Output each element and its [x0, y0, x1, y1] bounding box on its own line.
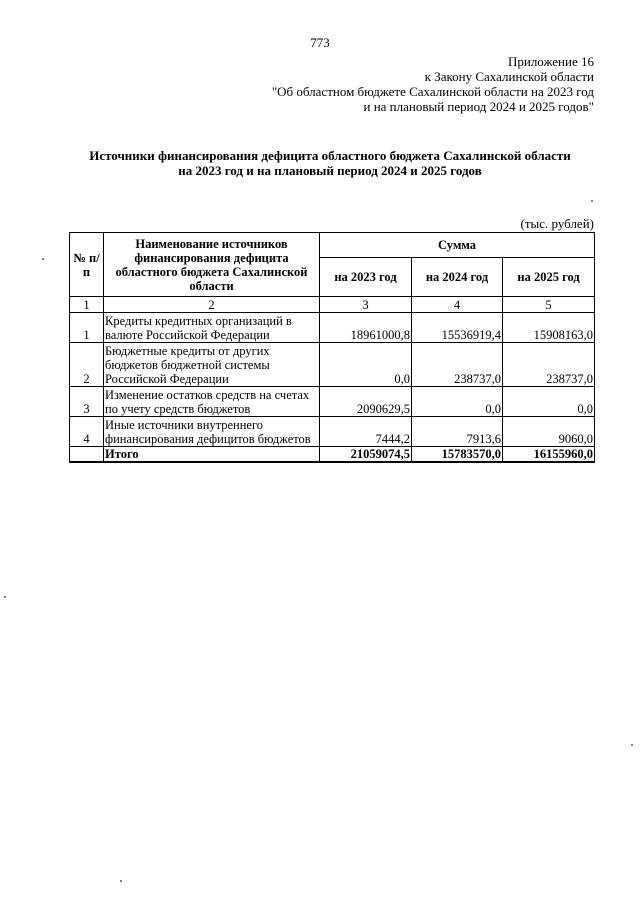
- total-value-2025: 16155960,0: [503, 447, 595, 463]
- column-number: 2: [104, 297, 320, 313]
- header-sum: Сумма: [320, 233, 595, 258]
- total-value-2023: 21059074,5: [320, 447, 412, 463]
- row-value-2025: 15908163,0: [503, 313, 595, 343]
- appendix-block: [234, 54, 594, 114]
- total-label: Итого: [104, 447, 320, 463]
- header-year-2023: на 2023 год: [320, 258, 412, 297]
- scan-speck: [4, 596, 6, 598]
- total-num: [70, 447, 104, 463]
- total-value-2024: 15783570,0: [412, 447, 503, 463]
- row-name: Кредиты кредитных организаций в валюте Российской Федерации: [104, 313, 320, 343]
- row-value-2023: 7444,2: [320, 417, 412, 447]
- column-number: 3: [320, 297, 412, 313]
- table-row: [70, 387, 595, 417]
- column-number: 5: [503, 297, 595, 313]
- table-header-row: [70, 233, 595, 258]
- total-row: [70, 447, 595, 463]
- scan-speck: [631, 744, 633, 746]
- row-num: 1: [70, 313, 104, 343]
- column-number-row: [70, 297, 595, 313]
- table-row: [70, 417, 595, 447]
- row-value-2024: 7913,6: [412, 417, 503, 447]
- appendix-line-4: и на плановый период 2024 и 2025 годов": [363, 99, 594, 114]
- appendix-line-2: к Закону Сахалинской области: [424, 69, 594, 84]
- document-title: [60, 148, 600, 178]
- row-value-2024: 15536919,4: [412, 313, 503, 343]
- title-line-1: Источники финансирования дефицита областного бюджета Сахалинской области: [89, 148, 571, 163]
- appendix-line-1: Приложение 16: [507, 54, 594, 69]
- row-num: 3: [70, 387, 104, 417]
- page-number: 773: [310, 35, 330, 50]
- row-num: 2: [70, 343, 104, 387]
- header-year-2025: на 2025 год: [503, 258, 595, 297]
- row-value-2023: 2090629,5: [320, 387, 412, 417]
- units-label: (тыс. рублей): [520, 216, 594, 231]
- scan-speck: [42, 258, 44, 260]
- row-value-2025: 238737,0: [503, 343, 595, 387]
- scan-speck: [591, 200, 593, 202]
- title-line-2: на 2023 год и на плановый период 2024 и 2025 годов: [178, 163, 482, 178]
- row-name: Бюджетные кредиты от других бюджетов бюджетной системы Российской Федерации: [104, 343, 320, 387]
- row-value-2024: 238737,0: [412, 343, 503, 387]
- column-number: 4: [412, 297, 503, 313]
- header-num: № п/п: [70, 233, 104, 297]
- column-number: 1: [70, 297, 104, 313]
- row-value-2024: 0,0: [412, 387, 503, 417]
- appendix-line-3: "Об областном бюджете Сахалинской области на 2023 год: [271, 84, 594, 99]
- table-row: [70, 343, 595, 387]
- table-row: [70, 313, 595, 343]
- row-num: 4: [70, 417, 104, 447]
- row-value-2023: 0,0: [320, 343, 412, 387]
- financing-sources-table: [69, 232, 595, 463]
- row-name: Изменение остатков средств на счетах по учету средств бюджетов: [104, 387, 320, 417]
- row-value-2023: 18961000,8: [320, 313, 412, 343]
- row-name: Иные источники внутреннего финансирования дефицитов бюджетов: [104, 417, 320, 447]
- header-year-2024: на 2024 год: [412, 258, 503, 297]
- header-name: Наименование источников финансирования дефицита областного бюджета Сахалинской области: [104, 233, 320, 297]
- row-value-2025: 9060,0: [503, 417, 595, 447]
- row-value-2025: 0,0: [503, 387, 595, 417]
- scan-speck: [120, 880, 122, 882]
